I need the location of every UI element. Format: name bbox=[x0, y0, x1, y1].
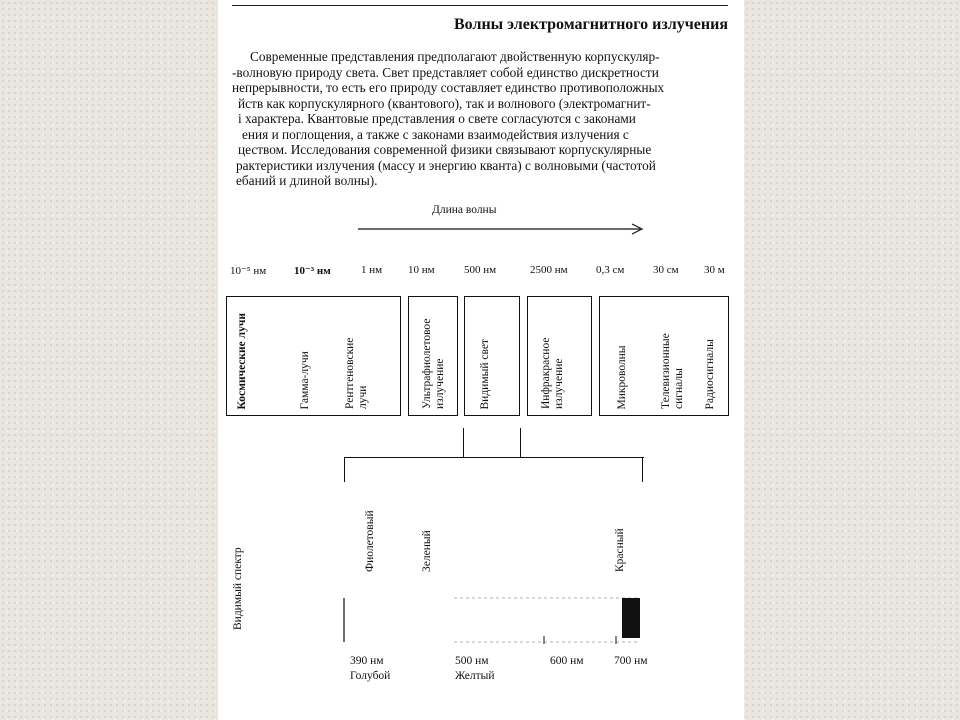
wavelength-390: 390 нм bbox=[350, 655, 384, 667]
label-gamma-rays: Гамма-лучи bbox=[299, 350, 311, 409]
color-yellow: Желтый bbox=[455, 670, 495, 682]
tick-label: 30 см bbox=[653, 264, 679, 276]
document-page bbox=[218, 0, 744, 720]
tick-label: 10⁻³ нм bbox=[294, 265, 331, 277]
box-radio bbox=[599, 296, 729, 416]
connector-line bbox=[520, 428, 521, 458]
box-infrared bbox=[527, 296, 592, 416]
visible-spectrum-title: Видимый спектр bbox=[232, 547, 244, 630]
paragraph-line: Современные представления предполагают двойственную корпускуляр- bbox=[250, 49, 660, 64]
wavelength-600: 600 нм bbox=[550, 655, 584, 667]
color-violet: Фиолетовый bbox=[364, 510, 376, 572]
tick-label: 10 нм bbox=[408, 264, 435, 276]
label-cosmic-rays: Космические лучи bbox=[236, 312, 248, 409]
top-rule bbox=[232, 5, 728, 6]
box-ionizing bbox=[226, 296, 401, 416]
wavelength-500: 500 нм bbox=[455, 655, 489, 667]
box-visible bbox=[464, 296, 520, 416]
wavelength-700: 700 нм bbox=[614, 655, 648, 667]
paragraph-line: непрерывности, то есть его природу составляет единство противоположных bbox=[232, 80, 665, 95]
box-uv bbox=[408, 296, 458, 416]
label-infrared: Инфракрасное излучение bbox=[540, 337, 565, 409]
paragraph-line: і характера. Квантовые представления о свете согласуются с законами bbox=[238, 111, 636, 126]
label-uv: Ультрафиолетовое излучение bbox=[421, 318, 446, 409]
tick-label: 0,3 см bbox=[596, 264, 625, 276]
label-visible-light: Видимый свет bbox=[479, 338, 491, 409]
connector-line bbox=[642, 457, 643, 482]
label-tv-signals: Телевизионные сигналы bbox=[660, 333, 685, 409]
tick-label: 10⁻⁵ нм bbox=[230, 265, 267, 277]
connector-line bbox=[344, 457, 345, 482]
intro-paragraph bbox=[232, 49, 728, 189]
tick-label: 500 нм bbox=[464, 264, 497, 276]
color-green: Зеленый bbox=[421, 530, 433, 572]
visible-spectrum-bar bbox=[338, 590, 648, 650]
paragraph-line: ения и поглощения, а также с законами взаимодействия излучения с bbox=[242, 126, 629, 142]
tick-label: 2500 нм bbox=[530, 264, 568, 276]
paragraph-line: цеством. Исследования современной физики связывают корпускулярные bbox=[238, 142, 652, 157]
wavelength-label: Длина волны bbox=[432, 204, 497, 216]
color-blue: Голубой bbox=[350, 670, 391, 682]
paragraph-line: -волновую природу света. Свет представляет собой единство дискретности bbox=[232, 64, 659, 80]
page-title: Волны электромагнитного излучения bbox=[454, 16, 728, 33]
label-radio-signals: Радиосигналы bbox=[704, 338, 716, 409]
label-microwaves: Микроволны bbox=[616, 344, 628, 409]
tick-label: 30 м bbox=[704, 264, 725, 276]
paragraph-line: рактеристики излучения (массу и энергию кванта) с волновыми (частотой bbox=[236, 157, 656, 173]
color-red: Красный bbox=[614, 528, 626, 572]
connector-line bbox=[463, 428, 464, 458]
label-x-rays: Рентгеновские лучи bbox=[344, 337, 369, 409]
paragraph-line: йств как корпускулярного (квантового), так и волнового (электромагнит- bbox=[238, 95, 651, 111]
tick-label: 1 нм bbox=[361, 264, 383, 276]
wavelength-arrow-icon bbox=[358, 222, 648, 236]
connector-line bbox=[344, 457, 644, 458]
paragraph-line: ебаний и длиной волны). bbox=[236, 173, 378, 188]
